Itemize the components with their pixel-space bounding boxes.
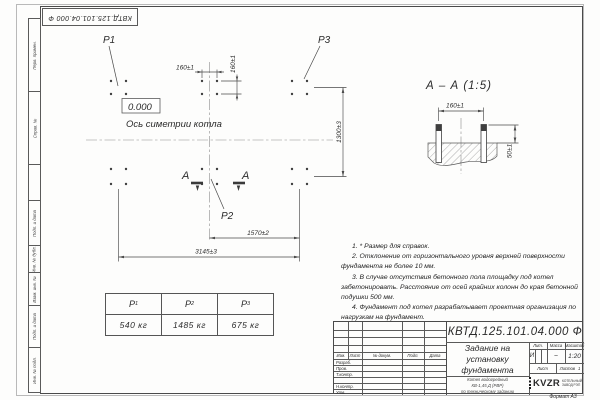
load-label-p3: P3 xyxy=(318,35,331,46)
centerlines xyxy=(86,62,461,242)
note-2: 2. Отклонение от горизонтального уровня верхней поверхности фундамента не более 10 мм. xyxy=(341,253,565,271)
dim-160h-text: 160±1 xyxy=(175,64,194,72)
kvzr-logo-text: KVZR xyxy=(532,377,561,389)
bolt xyxy=(291,183,293,185)
tb-scale-label: Масштаб xyxy=(564,343,585,348)
tb-row-tkontr: Т.контр. xyxy=(336,371,353,377)
loads-value-p1: 540 кг xyxy=(106,315,162,335)
bolt xyxy=(110,80,112,82)
format-label: Формат А3 xyxy=(549,394,577,400)
section-dim-arrows xyxy=(439,110,517,143)
cut-arrow-left xyxy=(196,186,199,192)
bolt xyxy=(291,80,293,82)
bolt xyxy=(291,168,293,170)
dim-3145-text: 3145±3 xyxy=(195,248,217,256)
bolt xyxy=(201,93,203,95)
cut-arrow-right xyxy=(237,186,240,192)
dim-1300-text: 1300±3 xyxy=(336,121,343,143)
boiler-axis-label: Ось симетрии котла xyxy=(126,119,222,130)
section-letter-left: А xyxy=(182,170,190,182)
dim-160v-lines xyxy=(221,75,242,101)
tb-col-doc: № докум. xyxy=(372,353,392,358)
kvzr-logo-icon xyxy=(529,377,531,389)
load-label-p1: P1 xyxy=(103,35,116,46)
bolt xyxy=(125,93,127,95)
bolt xyxy=(125,80,127,82)
loads-value-p3: 675 кг xyxy=(231,320,260,330)
bolt-thread-right xyxy=(481,125,487,132)
section-dim-lines xyxy=(439,108,519,144)
loads-header-p1: P 1 xyxy=(106,294,162,315)
technical-notes xyxy=(341,242,591,324)
note-4: 4. Фундамент под котел разрабатывает проектная организация по нагрузкам на фундамент. xyxy=(341,304,577,322)
margin-label: Справ. № xyxy=(32,118,37,138)
tb-product-subtitle: Котел водогрейный КВ-1,45 Д (РВР) по техническому заданию xyxy=(460,376,515,394)
tb-row-prov: Пров. xyxy=(336,365,348,371)
bolt xyxy=(201,80,203,82)
bolt xyxy=(216,93,218,95)
dim-1570-lines xyxy=(210,189,300,262)
tb-col-data: Дата xyxy=(429,353,441,358)
tb-lit-label: Лит. xyxy=(533,343,543,348)
tb-row-razrab: Разраб. xyxy=(336,359,352,365)
loads-value-p2: 1485 кг xyxy=(162,315,218,335)
bolt xyxy=(110,93,112,95)
bolt xyxy=(125,168,127,170)
bolt xyxy=(291,93,293,95)
section-view-title: А – А (1:5) xyxy=(426,80,492,92)
bolt xyxy=(306,168,308,170)
kvzr-logo-caption: КОТЕЛЬНЫЙ ЗАВОД РЭП xyxy=(562,379,582,387)
loads-header-p2: P 2 xyxy=(162,294,218,315)
tb-sheet-label: Лист xyxy=(537,365,548,371)
margin-label: Подп. и дата xyxy=(32,209,37,237)
section-dim-160-text: 160±1 xyxy=(445,102,465,110)
tb-mass-value: – xyxy=(554,353,558,359)
dim-160v-text: 160±1 xyxy=(230,54,237,73)
bolt xyxy=(306,93,308,95)
leader-p3 xyxy=(304,46,320,79)
tb-col-list: Лист xyxy=(349,353,361,358)
section-letter-right: А xyxy=(242,170,250,182)
bolt xyxy=(216,80,218,82)
tb-sheets-value: 1 xyxy=(577,365,581,371)
tb-drawing-title: Задание на установку фундамента xyxy=(461,342,514,375)
tb-lit-value: И xyxy=(529,353,535,359)
loads-table xyxy=(105,293,274,336)
bolt xyxy=(125,183,127,185)
bolt xyxy=(306,80,308,82)
bolt xyxy=(306,183,308,185)
margin-label: Перв. примен. xyxy=(32,40,37,70)
note-1: 1. * Размер для справок. xyxy=(352,243,430,250)
anchor-bolts xyxy=(110,80,308,185)
load-label-p2: P2 xyxy=(221,211,234,222)
margin-label: Инв. № дубл. xyxy=(32,245,37,273)
tb-doc-number: КВТД.125.101.04.000 Ф xyxy=(447,326,583,338)
tb-row-nkontr: Н.контр. xyxy=(336,383,354,389)
margin-label: Подп. и дата xyxy=(32,313,37,340)
top-doc-number-text: КВТД.125.101.04.000 Ф xyxy=(48,13,132,21)
tb-col-podp: Подп. xyxy=(407,353,419,358)
bolt-thread-left xyxy=(436,125,442,132)
bolt xyxy=(110,183,112,185)
title-block xyxy=(333,321,583,394)
margin-label: Инв. № подл. xyxy=(32,356,38,384)
note-3: 3. В случае отсутствия бетонного пола площадку под котел забетонировать. Расстояние от осей крайних колонн до края бетонной подушки 500 мм. xyxy=(341,273,578,301)
level-mark-text: 0.000 xyxy=(128,102,152,113)
bolt xyxy=(216,168,218,170)
loads-header-p3: P 3 xyxy=(218,294,273,315)
tb-scale-value: 1:20 xyxy=(568,352,581,360)
tb-sheets-cell xyxy=(556,363,584,373)
margin-label: Взам. инв. № xyxy=(32,275,38,303)
dim-1570-text: 1570±2 xyxy=(247,230,269,237)
company-logo xyxy=(529,373,582,393)
tb-sheets-label: Листов xyxy=(559,365,575,371)
bolt xyxy=(201,168,203,170)
tb-mass-label: Масса xyxy=(549,343,563,348)
tb-col-izm: Изм. xyxy=(336,353,346,358)
tb-row-utv: Утв. xyxy=(336,389,346,395)
bolt xyxy=(216,183,218,185)
section-dim-50-text: 50±1 xyxy=(506,143,514,159)
bolt xyxy=(110,168,112,170)
